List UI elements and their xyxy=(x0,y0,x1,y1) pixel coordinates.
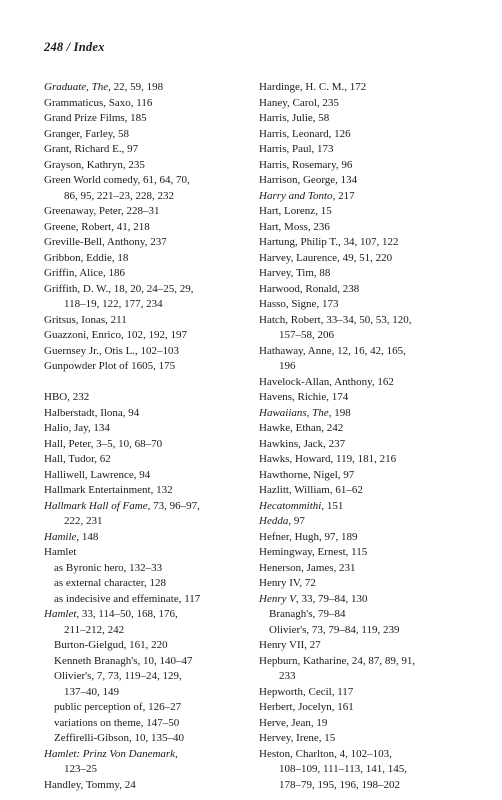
entry-text: Hefner, Hugh, 97, 189 xyxy=(259,530,358,543)
index-subentry xyxy=(44,189,250,205)
index-entry xyxy=(44,468,250,484)
entry-text: , 151 xyxy=(321,499,344,512)
entry-text: , 217 xyxy=(332,189,355,202)
entry-text: public perception of, 126–27 xyxy=(54,701,182,713)
entry-text: Harris, Paul, 173 xyxy=(259,143,334,155)
entry-text: variations on theme, 147–50 xyxy=(54,716,180,729)
entry-text: Hepburn, Katharine, 24, 87, 89, 91, xyxy=(259,654,416,667)
entry-text: Harris, Julie, 58 xyxy=(259,112,330,124)
index-entry xyxy=(259,204,465,220)
entry-text: Griffin, Alice, 186 xyxy=(44,267,126,279)
entry-text: , 33, 114–50, 168, 176, xyxy=(76,608,178,620)
index-subentry xyxy=(259,623,465,639)
entry-text: Harvey, Laurence, 49, 51, 220 xyxy=(259,251,393,264)
index-subentry xyxy=(259,328,465,344)
entry-text: Heston, Charlton, 4, 102–103, xyxy=(259,747,392,760)
entry-text: Hawke, Ethan, 242 xyxy=(259,422,344,434)
entry-text: 233 xyxy=(279,670,296,682)
index-entry xyxy=(44,607,250,623)
entry-text: Hall, Peter, 3–5, 10, 68–70 xyxy=(44,437,163,450)
entry-text: Olivier's, 7, 73, 119–24, 129, xyxy=(54,670,182,682)
entry-text: Grayson, Kathryn, 235 xyxy=(44,158,145,171)
entry-text: Henry IV, 72 xyxy=(259,577,316,589)
index-entry xyxy=(44,406,250,422)
index-entry xyxy=(259,96,465,112)
index-subentry xyxy=(44,685,250,701)
index-entry xyxy=(259,80,465,96)
index-entry xyxy=(44,452,250,468)
entry-text: Hart, Moss, 236 xyxy=(259,220,330,233)
entry-text: 137–40, 149 xyxy=(64,685,119,698)
index-entry xyxy=(259,189,465,205)
italic-title: Hawaiians, The xyxy=(259,406,329,419)
index-entry xyxy=(44,173,250,189)
index-entry xyxy=(259,251,465,267)
entry-text: Gribbon, Eddie, 18 xyxy=(44,251,129,264)
index-entry xyxy=(259,716,465,732)
entry-text: 196 xyxy=(279,360,296,372)
index-subentry xyxy=(44,669,250,685)
index-subentry xyxy=(44,514,250,530)
index-subentry xyxy=(44,576,250,592)
entry-text: Green World comedy, 61, 64, 70, xyxy=(44,174,190,186)
entry-text: Greville-Bell, Anthony, 237 xyxy=(44,236,167,248)
index-entry xyxy=(44,158,250,174)
entry-text: Havens, Richie, 174 xyxy=(259,391,349,403)
index-entry xyxy=(259,731,465,747)
italic-title: Hallmark Hall of Fame xyxy=(44,499,148,512)
index-entry xyxy=(44,344,250,360)
index-entry xyxy=(259,266,465,282)
index-entry xyxy=(259,421,465,437)
index-subentry xyxy=(44,700,250,716)
index-entry xyxy=(44,127,250,143)
entry-text: Grammaticus, Saxo, 116 xyxy=(44,96,153,109)
index-entry xyxy=(259,375,465,391)
entry-text: Zeffirelli-Gibson, 10, 135–40 xyxy=(54,732,184,744)
index-entry xyxy=(44,483,250,499)
entry-text: as Byronic hero, 132–33 xyxy=(54,561,163,574)
index-entry xyxy=(259,297,465,313)
index-entry xyxy=(259,592,465,608)
index-entry xyxy=(259,173,465,189)
entry-text: Halliwell, Lawrence, 94 xyxy=(44,468,151,481)
entry-text: Harvey, Tim, 88 xyxy=(259,267,331,279)
entry-text: Hathaway, Anne, 12, 16, 42, 165, xyxy=(259,344,406,357)
index-entry xyxy=(259,545,465,561)
index-entry xyxy=(259,452,465,468)
index-entry xyxy=(259,127,465,143)
index-column-right xyxy=(259,80,465,793)
entry-text: HBO, 232 xyxy=(44,391,90,403)
entry-text: as indecisive and effeminate, 117 xyxy=(54,592,201,605)
index-entry xyxy=(259,685,465,701)
entry-text: Hardinge, H. C. M., 172 xyxy=(259,81,367,93)
index-subentry xyxy=(259,669,465,685)
index-entry xyxy=(44,220,250,236)
entry-text: Greenaway, Peter, 228–31 xyxy=(44,205,160,217)
entry-text: 108–109, 111–113, 141, 145, xyxy=(279,763,408,775)
entry-text: Havelock-Allan, Anthony, 162 xyxy=(259,375,394,388)
index-subentry xyxy=(44,716,250,732)
index-entry xyxy=(44,328,250,344)
index-entry xyxy=(259,700,465,716)
entry-text: Grand Prize Films, 185 xyxy=(44,112,147,124)
entry-text: as external character, 128 xyxy=(54,577,166,589)
entry-text: , 33, 79–84, 130 xyxy=(295,592,368,605)
entry-text: Halberstadt, Ilona, 94 xyxy=(44,406,140,419)
index-entry xyxy=(259,654,465,670)
entry-text: Branagh's, 79–84 xyxy=(269,608,346,620)
entry-text: , 198 xyxy=(328,406,351,419)
entry-text: Hall, Tudor, 62 xyxy=(44,453,111,465)
index-subentry xyxy=(259,607,465,623)
index-entry xyxy=(44,421,250,437)
entry-text: Henry VII, 27 xyxy=(259,639,321,651)
entry-text: Hamlet xyxy=(44,546,77,558)
index-entry xyxy=(44,282,250,298)
index-entry xyxy=(259,111,465,127)
index-entry xyxy=(44,778,250,794)
entry-text: 211–212, 242 xyxy=(64,623,125,636)
entry-text: Gritsus, Ionas, 211 xyxy=(44,313,127,326)
section-gap xyxy=(44,375,250,391)
index-entry xyxy=(259,468,465,484)
entry-text: 222, 231 xyxy=(64,515,103,527)
index-entry xyxy=(259,220,465,236)
index-entry xyxy=(259,158,465,174)
entry-text: Granger, Farley, 58 xyxy=(44,127,129,140)
index-entry xyxy=(44,266,250,282)
entry-text: Olivier's, 73, 79–84, 119, 239 xyxy=(269,623,400,636)
index-subentry xyxy=(44,654,250,670)
entry-text: Haney, Carol, 235 xyxy=(259,96,339,109)
entry-text: , 148 xyxy=(76,530,99,543)
index-subentry xyxy=(44,638,250,654)
entry-text: Hawkins, Jack, 237 xyxy=(259,437,346,450)
index-entry xyxy=(44,142,250,158)
index-entry xyxy=(259,499,465,515)
entry-text: Gunpowder Plot of 1605, 175 xyxy=(44,360,176,372)
index-subentry xyxy=(44,592,250,608)
italic-title: Hecatommithi xyxy=(259,499,322,512)
index-entry xyxy=(44,251,250,267)
entry-text: Hazlitt, William, 61–62 xyxy=(259,484,363,496)
entry-text: Grant, Richard E., 97 xyxy=(44,143,139,155)
index-subentry xyxy=(259,359,465,375)
entry-text: Harris, Leonard, 126 xyxy=(259,127,351,140)
entry-text: Hallmark Entertainment, 132 xyxy=(44,484,173,496)
entry-text: 178–79, 195, 196, 198–202 xyxy=(279,778,400,791)
index-entry xyxy=(44,530,250,546)
index-subentry xyxy=(44,762,250,778)
entry-text: Greene, Robert, 41, 218 xyxy=(44,220,150,233)
index-subentry xyxy=(44,297,250,313)
index-entry xyxy=(259,514,465,530)
index-entry xyxy=(259,313,465,329)
entry-text: Harwood, Ronald, 238 xyxy=(259,282,360,295)
index-entry xyxy=(44,235,250,251)
index-entry xyxy=(259,561,465,577)
index-entry xyxy=(259,437,465,453)
italic-title: Graduate, The xyxy=(44,81,109,93)
entry-text: Halio, Jay, 134 xyxy=(44,422,110,434)
index-entry xyxy=(44,111,250,127)
index-entry xyxy=(44,390,250,406)
index-subentry xyxy=(259,778,465,794)
index-entry xyxy=(259,406,465,422)
entry-text: Harrison, George, 134 xyxy=(259,174,358,186)
entry-text: Hart, Lorenz, 15 xyxy=(259,205,332,217)
index-entry xyxy=(259,483,465,499)
italic-title: Henry V xyxy=(259,592,296,605)
entry-text: Harris, Rosemary, 96 xyxy=(259,158,353,171)
italic-title: Hedda xyxy=(259,515,289,527)
entry-text: Kenneth Branagh's, 10, 140–47 xyxy=(54,654,193,667)
index-entry xyxy=(44,499,250,515)
index-entry xyxy=(44,747,250,763)
index-entry xyxy=(44,437,250,453)
index-entry xyxy=(259,142,465,158)
index-entry xyxy=(44,545,250,561)
entry-text: Griffith, D. W., 18, 20, 24–25, 29, xyxy=(44,282,194,295)
entry-text: Hartung, Philip T., 34, 107, 122 xyxy=(259,236,399,248)
index-subentry xyxy=(44,561,250,577)
italic-title: Hamlet xyxy=(44,608,77,620)
index-subentry xyxy=(259,762,465,778)
index-entry xyxy=(259,747,465,763)
entry-text: Handley, Tommy, 24 xyxy=(44,778,136,791)
italic-title: Hamlet: Prinz Von Danemark xyxy=(44,747,176,760)
entry-text: Hepworth, Cecil, 117 xyxy=(259,685,354,698)
entry-text: Hasso, Signe, 173 xyxy=(259,298,339,310)
entry-text: Hawthorne, Nigel, 97 xyxy=(259,468,355,481)
index-entry xyxy=(259,638,465,654)
entry-text: Guazzoni, Enrico, 102, 192, 197 xyxy=(44,329,187,341)
entry-text: Henerson, James, 231 xyxy=(259,561,356,574)
running-head: 248 / Index xyxy=(44,40,105,54)
entry-text: , xyxy=(175,747,178,760)
index-column-left xyxy=(44,80,250,793)
entry-text: Hemingway, Ernest, 115 xyxy=(259,546,368,558)
entry-text: 157–58, 206 xyxy=(279,329,334,341)
index-entry xyxy=(44,204,250,220)
entry-text: , 22, 59, 198 xyxy=(108,81,164,93)
entry-text: , 97 xyxy=(288,515,305,527)
italic-title: Harry and Tonto xyxy=(259,189,333,202)
index-entry xyxy=(44,313,250,329)
index-entry xyxy=(259,282,465,298)
index-entry xyxy=(259,530,465,546)
entry-text: Hervey, Irene, 15 xyxy=(259,732,336,744)
index-entry xyxy=(259,390,465,406)
entry-text: 118–19, 122, 177, 234 xyxy=(64,298,163,310)
index-entry xyxy=(44,359,250,375)
entry-text: 123–25 xyxy=(64,763,97,775)
entry-text: Herve, Jean, 19 xyxy=(259,716,328,729)
index-entry xyxy=(259,576,465,592)
entry-text: , 73, 96–97, xyxy=(147,499,200,512)
index-subentry xyxy=(44,623,250,639)
index-entry xyxy=(259,235,465,251)
entry-text: Burton-Gielgud, 161, 220 xyxy=(54,639,168,651)
index-entry xyxy=(259,344,465,360)
entry-text: Hatch, Robert, 33–34, 50, 53, 120, xyxy=(259,313,412,326)
entry-text: Herbert, Jocelyn, 161 xyxy=(259,701,354,713)
index-entry xyxy=(44,96,250,112)
entry-text: Hawks, Howard, 119, 181, 216 xyxy=(259,453,397,465)
index-entry xyxy=(44,80,250,96)
italic-title: Hamile xyxy=(44,530,77,543)
index-subentry xyxy=(44,731,250,747)
entry-text: Guernsey Jr., Otis L., 102–103 xyxy=(44,344,180,357)
entry-text: 86, 95, 221–23, 228, 232 xyxy=(64,189,174,202)
